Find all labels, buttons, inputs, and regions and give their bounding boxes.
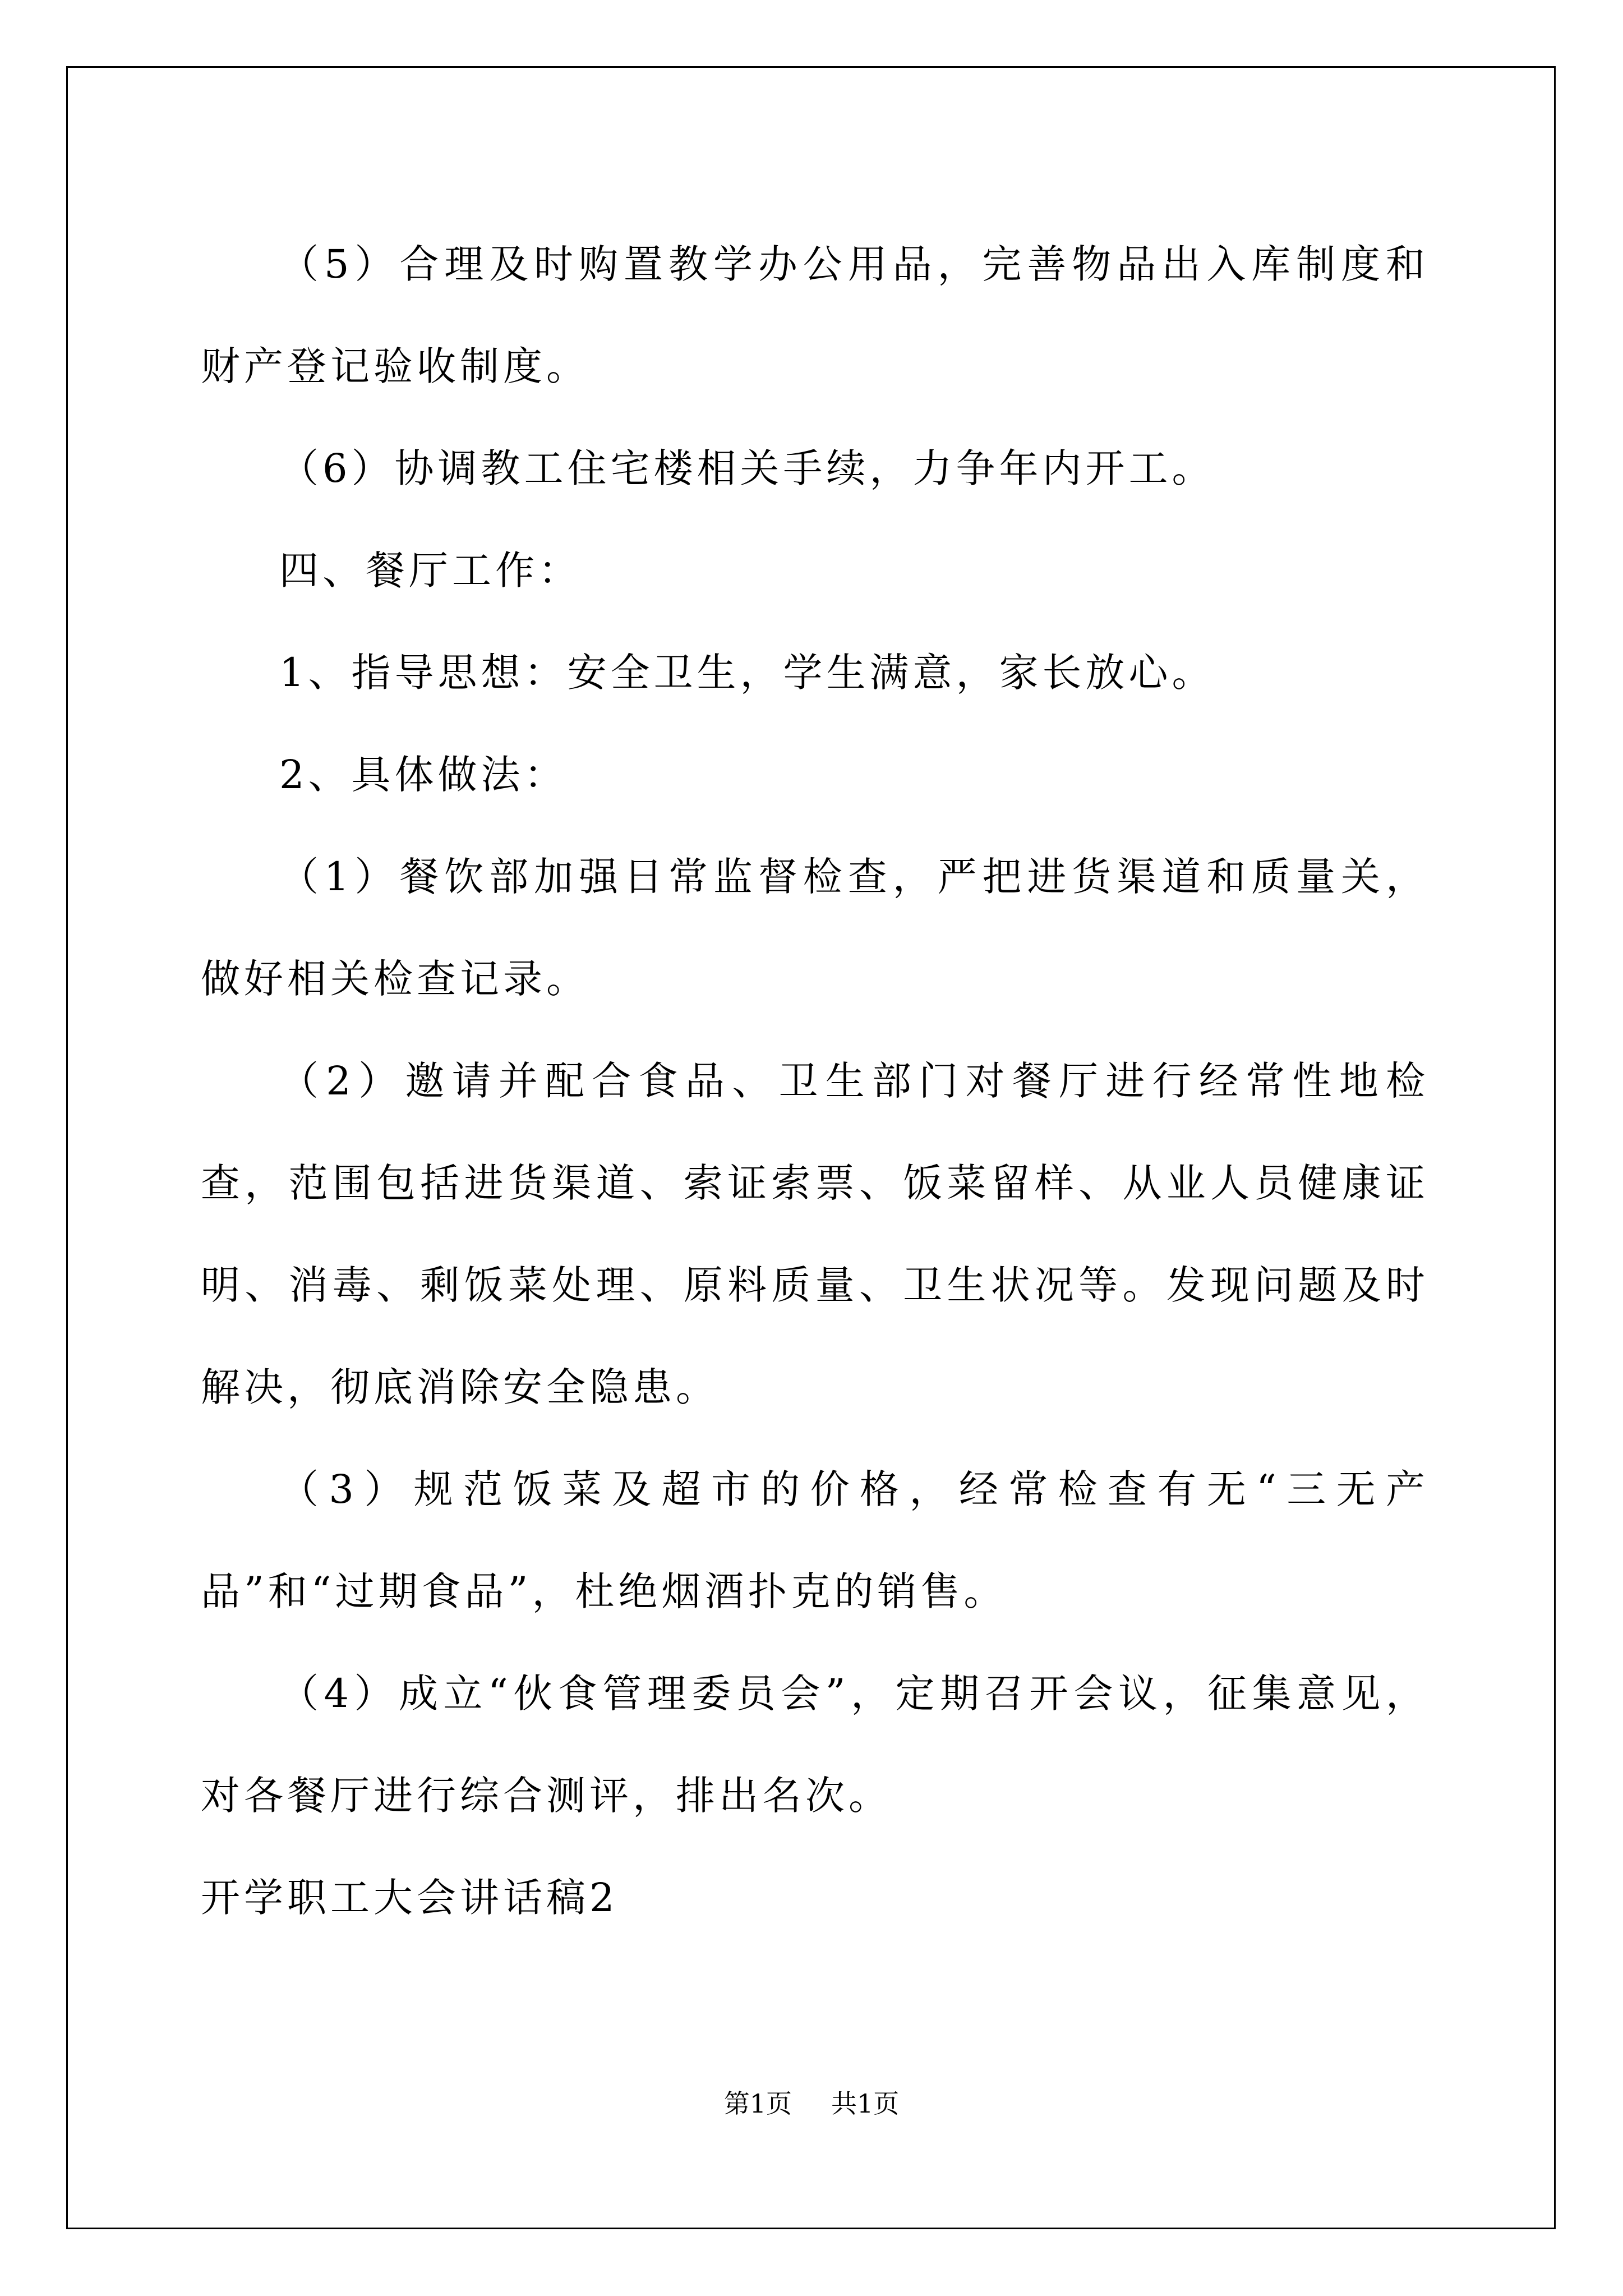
document-title-next: 开学职工大会讲话稿2 bbox=[201, 1875, 619, 1921]
paragraph-method-4: （4）成立“伙食管理委员会”，定期召开会议，征集意见，对各餐厅进行综合测评，排出名次。 bbox=[201, 1671, 1429, 1819]
page-footer bbox=[0, 2087, 1623, 2120]
page-number: 第1页 bbox=[723, 2088, 792, 2119]
paragraph-procurement: （5）合理及时购置教学办公用品，完善物品出入库制度和财产登记验收制度。 bbox=[201, 241, 1429, 389]
section-heading-canteen: 四、餐厅工作： bbox=[279, 547, 582, 593]
page-total: 共1页 bbox=[831, 2088, 900, 2119]
paragraph-method-3: （3）规范饭菜及超市的价格，经常检查有无“三无产品”和“过期食品”，杜绝烟酒扑克的销售。 bbox=[201, 1466, 1429, 1614]
paragraph-method-2: （2）邀请并配合食品、卫生部门对餐厅进行经常性地检查，范围包括进货渠道、索证索票、饭菜留样、从业人员健康证明、消毒、剩饭菜处理、原料质量、卫生状况等。发现问题及时解决，彻底消除安全隐患。 bbox=[201, 1058, 1429, 1410]
paragraph-guiding-principle: 1、指导思想：安全卫生，学生满意，家长放心。 bbox=[279, 650, 1215, 696]
document-body bbox=[201, 213, 1429, 1949]
paragraph-housing: （6）协调教工住宅楼相关手续，力争年内开工。 bbox=[279, 445, 1215, 491]
paragraph-methods-heading: 2、具体做法： bbox=[279, 752, 568, 798]
paragraph-method-1: （1）餐饮部加强日常监督检查，严把进货渠道和质量关，做好相关检查记录。 bbox=[201, 854, 1429, 1002]
